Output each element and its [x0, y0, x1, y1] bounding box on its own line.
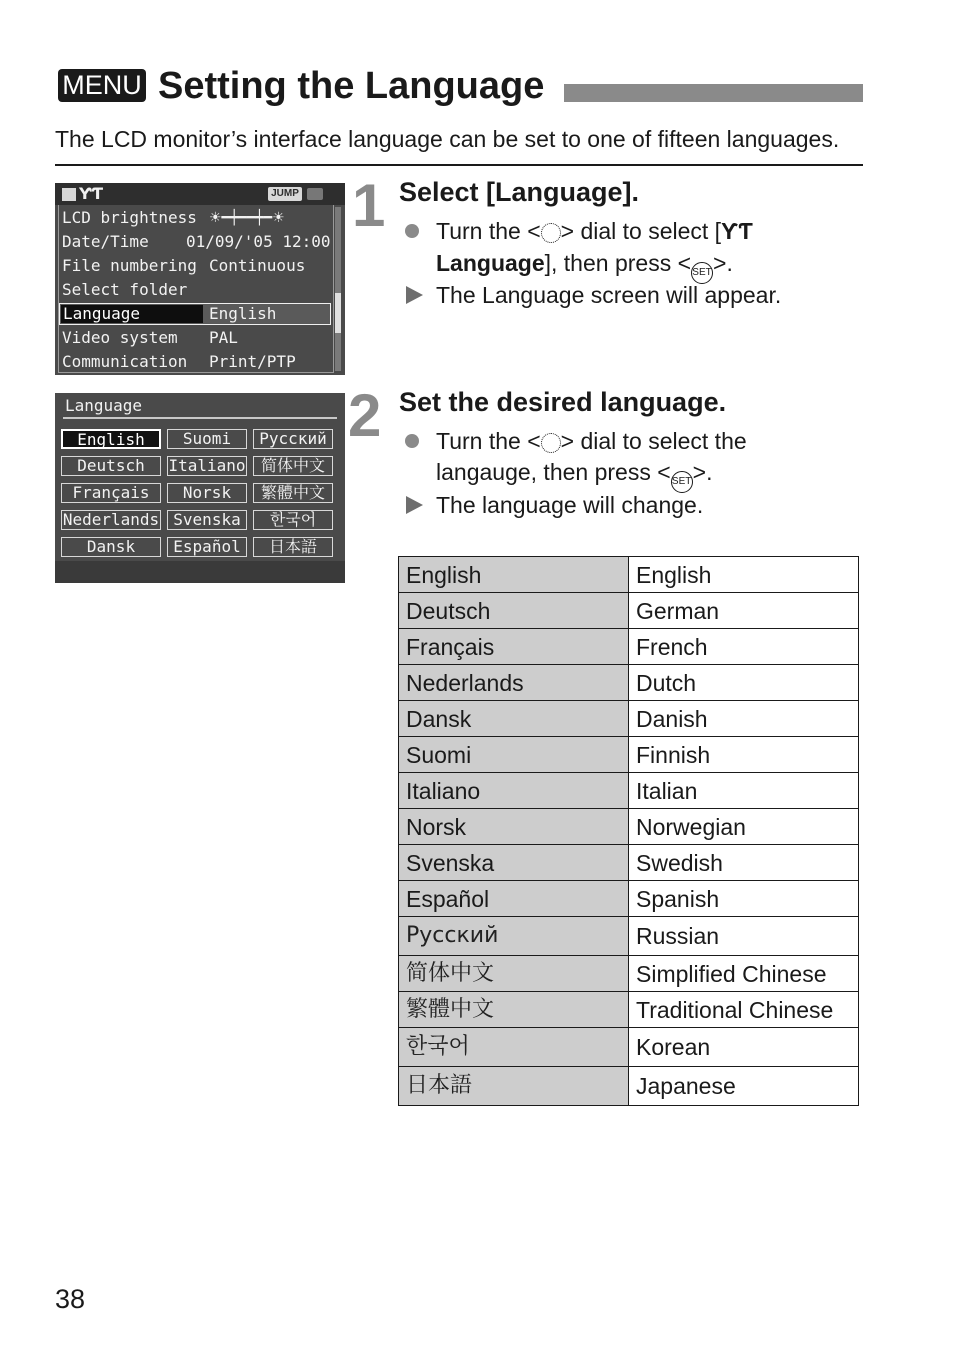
step-number: 1	[352, 172, 386, 239]
lcd-menu-value: 01/09/'05 12:00	[186, 232, 331, 251]
native-language-cell: Русский	[399, 917, 629, 956]
step-instruction	[436, 425, 747, 457]
english-name-cell: Japanese	[629, 1067, 859, 1106]
lcd-language-cell: Español	[167, 537, 247, 557]
lcd-language-cell: Deutsch	[61, 456, 161, 476]
result-arrow-icon	[406, 496, 423, 514]
step-result: The language will change.	[436, 492, 704, 518]
english-name-cell: Traditional Chinese	[629, 992, 859, 1028]
native-language-cell: 简体中文	[399, 956, 629, 992]
native-language-cell: Dansk	[399, 701, 629, 737]
bullet-dot-icon	[405, 434, 419, 448]
language-table	[398, 556, 859, 1106]
lcd-menu-row-selected	[59, 303, 331, 325]
english-name-cell: English	[629, 557, 859, 593]
menu-badge	[58, 69, 146, 102]
lcd-menu-key: Language	[61, 305, 203, 323]
jump-badge: JUMP	[268, 187, 302, 201]
instruction-text: > dial to select the	[560, 428, 747, 454]
native-language-cell: 日本語	[399, 1067, 629, 1106]
camera-icon	[307, 188, 323, 200]
lcd-menu-value: English	[209, 304, 277, 323]
lcd-footer-bar	[55, 561, 345, 583]
instruction-bold: Language	[436, 250, 545, 276]
intro-divider	[55, 164, 863, 166]
step-instruction	[436, 215, 753, 247]
wrench-tools-icon: ƳƬ	[79, 184, 104, 203]
step-result: The Language screen will appear.	[436, 282, 782, 308]
english-name-cell: German	[629, 593, 859, 629]
instruction-text: > dial to select [	[560, 218, 722, 244]
lcd-menu-key: File numbering	[62, 256, 197, 275]
native-language-cell: Italiano	[399, 773, 629, 809]
instruction-text: >.	[713, 250, 733, 276]
lcd-menu-value: PAL	[209, 328, 238, 347]
instruction-text: Turn the <	[436, 218, 541, 244]
english-name-cell: Norwegian	[629, 809, 859, 845]
menu-badge-label: MENU	[62, 70, 142, 100]
step-instruction	[436, 456, 712, 493]
native-language-cell: Español	[399, 881, 629, 917]
english-name-cell: Spanish	[629, 881, 859, 917]
native-language-cell: Svenska	[399, 845, 629, 881]
lcd-scrollbar	[335, 207, 341, 371]
native-language-cell: Deutsch	[399, 593, 629, 629]
page-number: 38	[55, 1284, 86, 1314]
tab-marker-icon	[62, 188, 76, 201]
table-row	[399, 917, 859, 956]
lcd-menu-row	[59, 207, 331, 229]
table-row	[399, 665, 859, 701]
native-language-cell: 한국어	[399, 1028, 629, 1067]
title-decor-bar	[564, 84, 863, 102]
lcd-menu-key: LCD brightness	[62, 208, 197, 227]
lcd-setup-menu-screenshot	[55, 183, 345, 375]
lcd-language-cell-selected: English	[61, 429, 161, 449]
page-title: Setting the Language	[158, 65, 545, 107]
lcd-language-cell: 日本語	[253, 537, 333, 557]
lcd-menu-key: Communication	[62, 352, 188, 371]
lcd-scrollbar-thumb	[335, 293, 341, 333]
step-number: 2	[348, 382, 382, 449]
native-language-cell: Suomi	[399, 737, 629, 773]
lcd-menu-key: Date/Time	[62, 232, 149, 251]
english-name-cell: French	[629, 629, 859, 665]
lcd-menu-row	[59, 255, 331, 277]
lcd-language-cell: 简体中文	[253, 456, 333, 476]
lcd-language-cell: Norsk	[167, 483, 247, 503]
table-row	[399, 593, 859, 629]
english-name-cell: Danish	[629, 701, 859, 737]
lcd-menu-row	[59, 351, 331, 373]
result-arrow-icon	[406, 286, 423, 304]
table-row	[399, 845, 859, 881]
set-button-icon: SET	[691, 262, 713, 284]
quick-control-dial-icon	[541, 223, 561, 243]
english-name-cell: Finnish	[629, 737, 859, 773]
table-row	[399, 809, 859, 845]
table-row	[399, 701, 859, 737]
lcd-language-title: Language	[65, 396, 143, 415]
table-row	[399, 629, 859, 665]
native-language-cell: 繁體中文	[399, 992, 629, 1028]
wrench-tools-icon: ƳƬ	[721, 218, 753, 244]
instruction-text: ], then press <	[544, 250, 692, 276]
lcd-language-cell: Nederlands	[62, 510, 160, 529]
lcd-language-cell: 繁體中文	[253, 483, 333, 503]
instruction-text: langauge, then press <	[436, 459, 671, 485]
table-row	[399, 737, 859, 773]
lcd-menu-key: Select folder	[62, 280, 188, 299]
instruction-text: Turn the <	[436, 428, 541, 454]
set-button-icon: SET	[671, 471, 693, 493]
brightness-scale-icon: ☀━┿━━┿━☀	[209, 210, 285, 226]
lcd-menu-value: Continuous	[209, 256, 306, 275]
english-name-cell: Swedish	[629, 845, 859, 881]
step-heading: Set the desired language.	[399, 387, 727, 417]
english-name-cell: Russian	[629, 917, 859, 956]
english-name-cell: Simplified Chinese	[629, 956, 859, 992]
lcd-tab-bar	[55, 183, 345, 205]
lcd-menu-row	[59, 231, 331, 253]
native-language-cell: English	[399, 557, 629, 593]
quick-control-dial-icon	[541, 433, 561, 453]
english-name-cell: Dutch	[629, 665, 859, 701]
lcd-language-cell: Svenska	[167, 510, 247, 530]
table-row	[399, 557, 859, 593]
intro-text: The LCD monitor’s interface language can be set to one of fifteen languages.	[55, 126, 840, 152]
table-row	[399, 992, 859, 1028]
lcd-menu-row	[59, 279, 331, 301]
native-language-cell: Français	[399, 629, 629, 665]
lcd-language-screenshot	[55, 393, 345, 583]
step-heading: Select [Language].	[399, 177, 640, 207]
native-language-cell: Norsk	[399, 809, 629, 845]
table-row	[399, 773, 859, 809]
lcd-language-cell: 한국어	[253, 510, 333, 530]
lcd-menu-row	[59, 327, 331, 349]
table-row	[399, 881, 859, 917]
lcd-menu-key: Video system	[62, 328, 178, 347]
instruction-text: >.	[692, 459, 713, 485]
lcd-language-cell: Dansk	[61, 537, 161, 557]
english-name-cell: Italian	[629, 773, 859, 809]
lcd-language-cell: Suomi	[167, 429, 247, 449]
table-row	[399, 1028, 859, 1067]
table-row	[399, 1067, 859, 1106]
lcd-language-divider	[63, 417, 337, 419]
lcd-language-cell: Français	[61, 483, 161, 503]
english-name-cell: Korean	[629, 1028, 859, 1067]
lcd-language-cell: Русский	[253, 429, 333, 449]
table-row	[399, 956, 859, 992]
lcd-language-cell: Italiano	[168, 456, 246, 475]
bullet-dot-icon	[405, 224, 419, 238]
lcd-menu-value: Print/PTP	[209, 352, 296, 371]
native-language-cell: Nederlands	[399, 665, 629, 701]
